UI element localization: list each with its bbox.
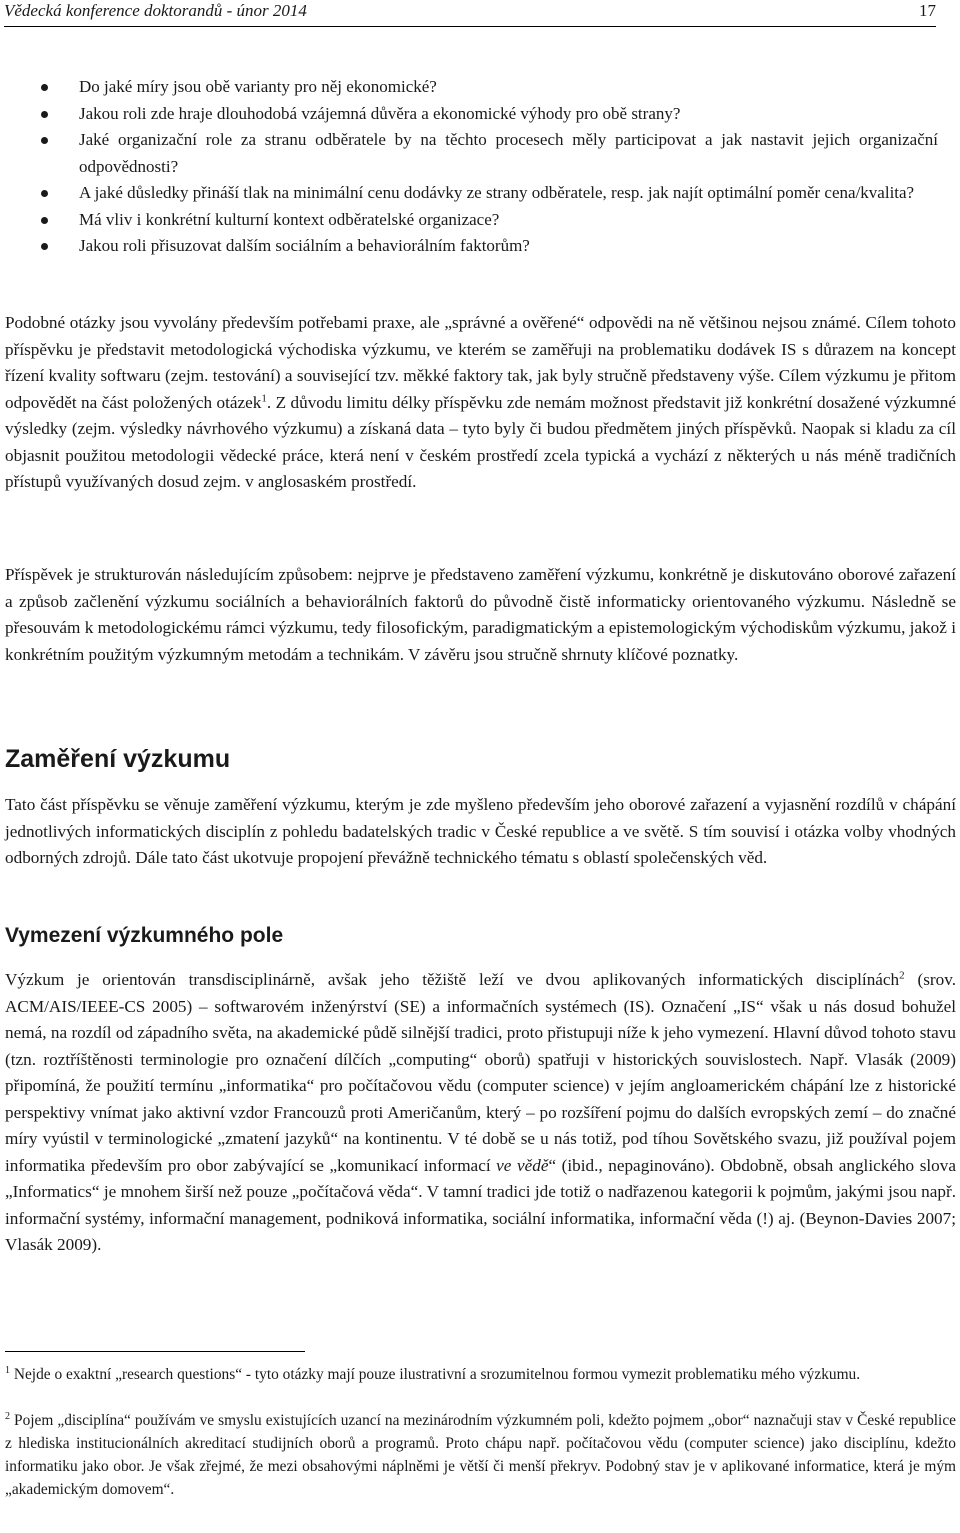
paragraph-structure: Příspěvek je strukturován následujícím způsobem: nejprve je představeno zaměření výzkumu, konkrétně je diskutováno oborové zařazení a způsob začlenění výzkumu sociálních a behaviorálních faktorů do původně čistě informaticky orientovaného výzkumu. Následně se přesouvám k metodologickému rámci výzkumu, tedy filosofickým, paradigmatickým a epistemologickým východiskům výzkumu, jakož i konkrétním použitým výzkumným metodám a technikám. V závěru jsou stručně shrnuty klíčové poznatky. <box>5 565 956 664</box>
footnote-ref[interactable]: 1 <box>261 391 267 404</box>
bullet-icon <box>41 243 48 250</box>
list-item: Do jaké míry jsou obě varianty pro něj ekonomické? <box>0 74 960 101</box>
list-item: Jakou roli přisuzovat dalším sociálním a behaviorálním faktorům? <box>0 233 960 260</box>
page-number: 17 <box>919 1 936 20</box>
footnote-1: $^1$ Nejde o exaktní „research questions“ - tyto otázky mají pouze ilustrativní a srozumitelnou formou vymezit problematiku mého výzkumu. <box>5 1364 861 1383</box>
bullet-icon <box>41 137 48 144</box>
bullet-icon <box>41 190 48 197</box>
section-heading: Zaměření výzkumu <box>5 745 231 773</box>
bullet-icon <box>41 111 48 118</box>
header-title: Vědecká konference doktorandů - únor 2014 <box>4 1 307 20</box>
question-list <box>0 74 960 260</box>
paragraph-research-field: Výzkum je orientován transdisciplinárně, avšak jeho těžiště leží ve dvou aplikovaných informatických disciplínách$^2$ (srov. ACM/AIS/IEEE-CS 2005) – softwarovém inženýrství (SE) a informačních systémech (IS). Označení „IS“ však u nás dosud bohužel nemá, na rozdíl od západního světa, na akademické půdě silnější tradici, proto přistupuji níže k jeho vymezení. Hlavní důvod tohoto stavu (tzn. roztříštěnosti terminologie pro označení dílčích „computing“ oborů) spatřuji v historických souvislostech. Např. Vlasák (2009) připomíná, že použití termínu „informatika“ pro počítačovou vědu (computer science) v jejím angloamerickém chápání lze z historické perspektivy vnímat jako aktivní vzdor Francouzů proti Američanům, který – po rozšíření pojmu do dalších evropských zemí – do značné míry vyústil v terminologické „zmatení jazyků“ na kontinentu. V té době se u nás totiž, pod tíhou Sovětského svazu, již používal pojem informatika především pro obor zabývající se „komunikací informací ve vědě“ (ibid., nepaginováno). Obdobně, obsah anglického slova „Informatics“ je mnohem širší než pouze „počítačová věda“. V tamní tradici jde totiž o nadřazenou kategorii k pojmům, jakými jsou např. informační systémy, informační management, podniková informatika, sociální informatika, informační věda (!) aj. (Beynon-Davies 2007; Vlasák 2009). <box>5 969 956 1254</box>
footnote-2: $^2$ Pojem „disciplína“ používám ve smyslu existujících uzancí na mezinárodním výzkumném poli, kdežto pojmem „obor“ naznačuji stav v České republice z hlediska institucionálních akreditací studijních oborů a programů. Proto chápu např. počítačovou vědu (computer science) jako disciplínu, kdežto informatiku jako obor. Je však zřejmé, že mezi obsahovými náplněmi je větší či menší překryv. Podobný stav je v aplikované informatice, která je mým „akademickým domovem“. <box>5 1410 956 1498</box>
bullet-icon <box>41 217 48 224</box>
paragraph-motivation: Podobné otázky jsou vyvolány především potřebami praxe, ale „správné a ověřené“ odpovědi na ně většinou nejsou známé. Cílem tohoto příspěvku je představit metodologická východiska výzkumu, ve kterém se zaměřuji na problematiku dodávek IS s důrazem na koncept řízení kvality softwaru (zejm. testování) a související tzv. měkké faktory tak, jak byly stručně představeny výše. Cílem výzkumu je přitom odpovědět na část položených otázek$^1$. Z důvodu limitu délky příspěvku zde nemám možnost představit již konkrétní dosažené výzkumné výsledky (zejm. výsledky návrhového výzkumu) a získaná data – tyto byly či budou předmětem jiných příspěvků. Naopak si kladu za cíl objasnit použitou metodologii vědecké práce, která není v českém prostředí zcela typická a vychází z některých u nás méně tradičních přístupů využívaných dosud zejm. v anglosaském prostředí. <box>5 313 956 491</box>
list-item: Má vliv i konkrétní kulturní kontext odběratelské organizace? <box>0 207 960 234</box>
paragraph-section-intro: Tato část příspěvku se věnuje zaměření výzkumu, kterým je zde myšleno především jeho oborové zařazení a vyjasnění rozdílů v chápání jednotlivých informatických disciplín z pohledu badatelských tradic v České republice a ve světě. S tím souvisí i otázka volby vhodných odborných zdrojů. Dále tato část ukotvuje propojení převážně technického tématu s oblastí společenských věd. <box>5 795 956 867</box>
footnote-separator <box>5 1351 305 1352</box>
list-item: Jaké organizační role za stranu odběratele by na těchto procesech měly participovat a jak nastavit jejich organizační odpovědnosti? <box>0 127 960 180</box>
running-header <box>4 0 936 27</box>
list-item: Jakou roli zde hraje dlouhodobá vzájemná důvěra a ekonomické výhody pro obě strany? <box>0 101 960 128</box>
footnote-ref[interactable]: 2 <box>899 969 905 982</box>
bullet-icon <box>41 84 48 91</box>
list-item: A jaké důsledky přináší tlak na minimální cenu dodávky ze strany odběratele, resp. jak najít optimální poměr cena/kvalita? <box>0 180 960 207</box>
subsection-heading: Vymezení výzkumného pole <box>5 924 284 947</box>
